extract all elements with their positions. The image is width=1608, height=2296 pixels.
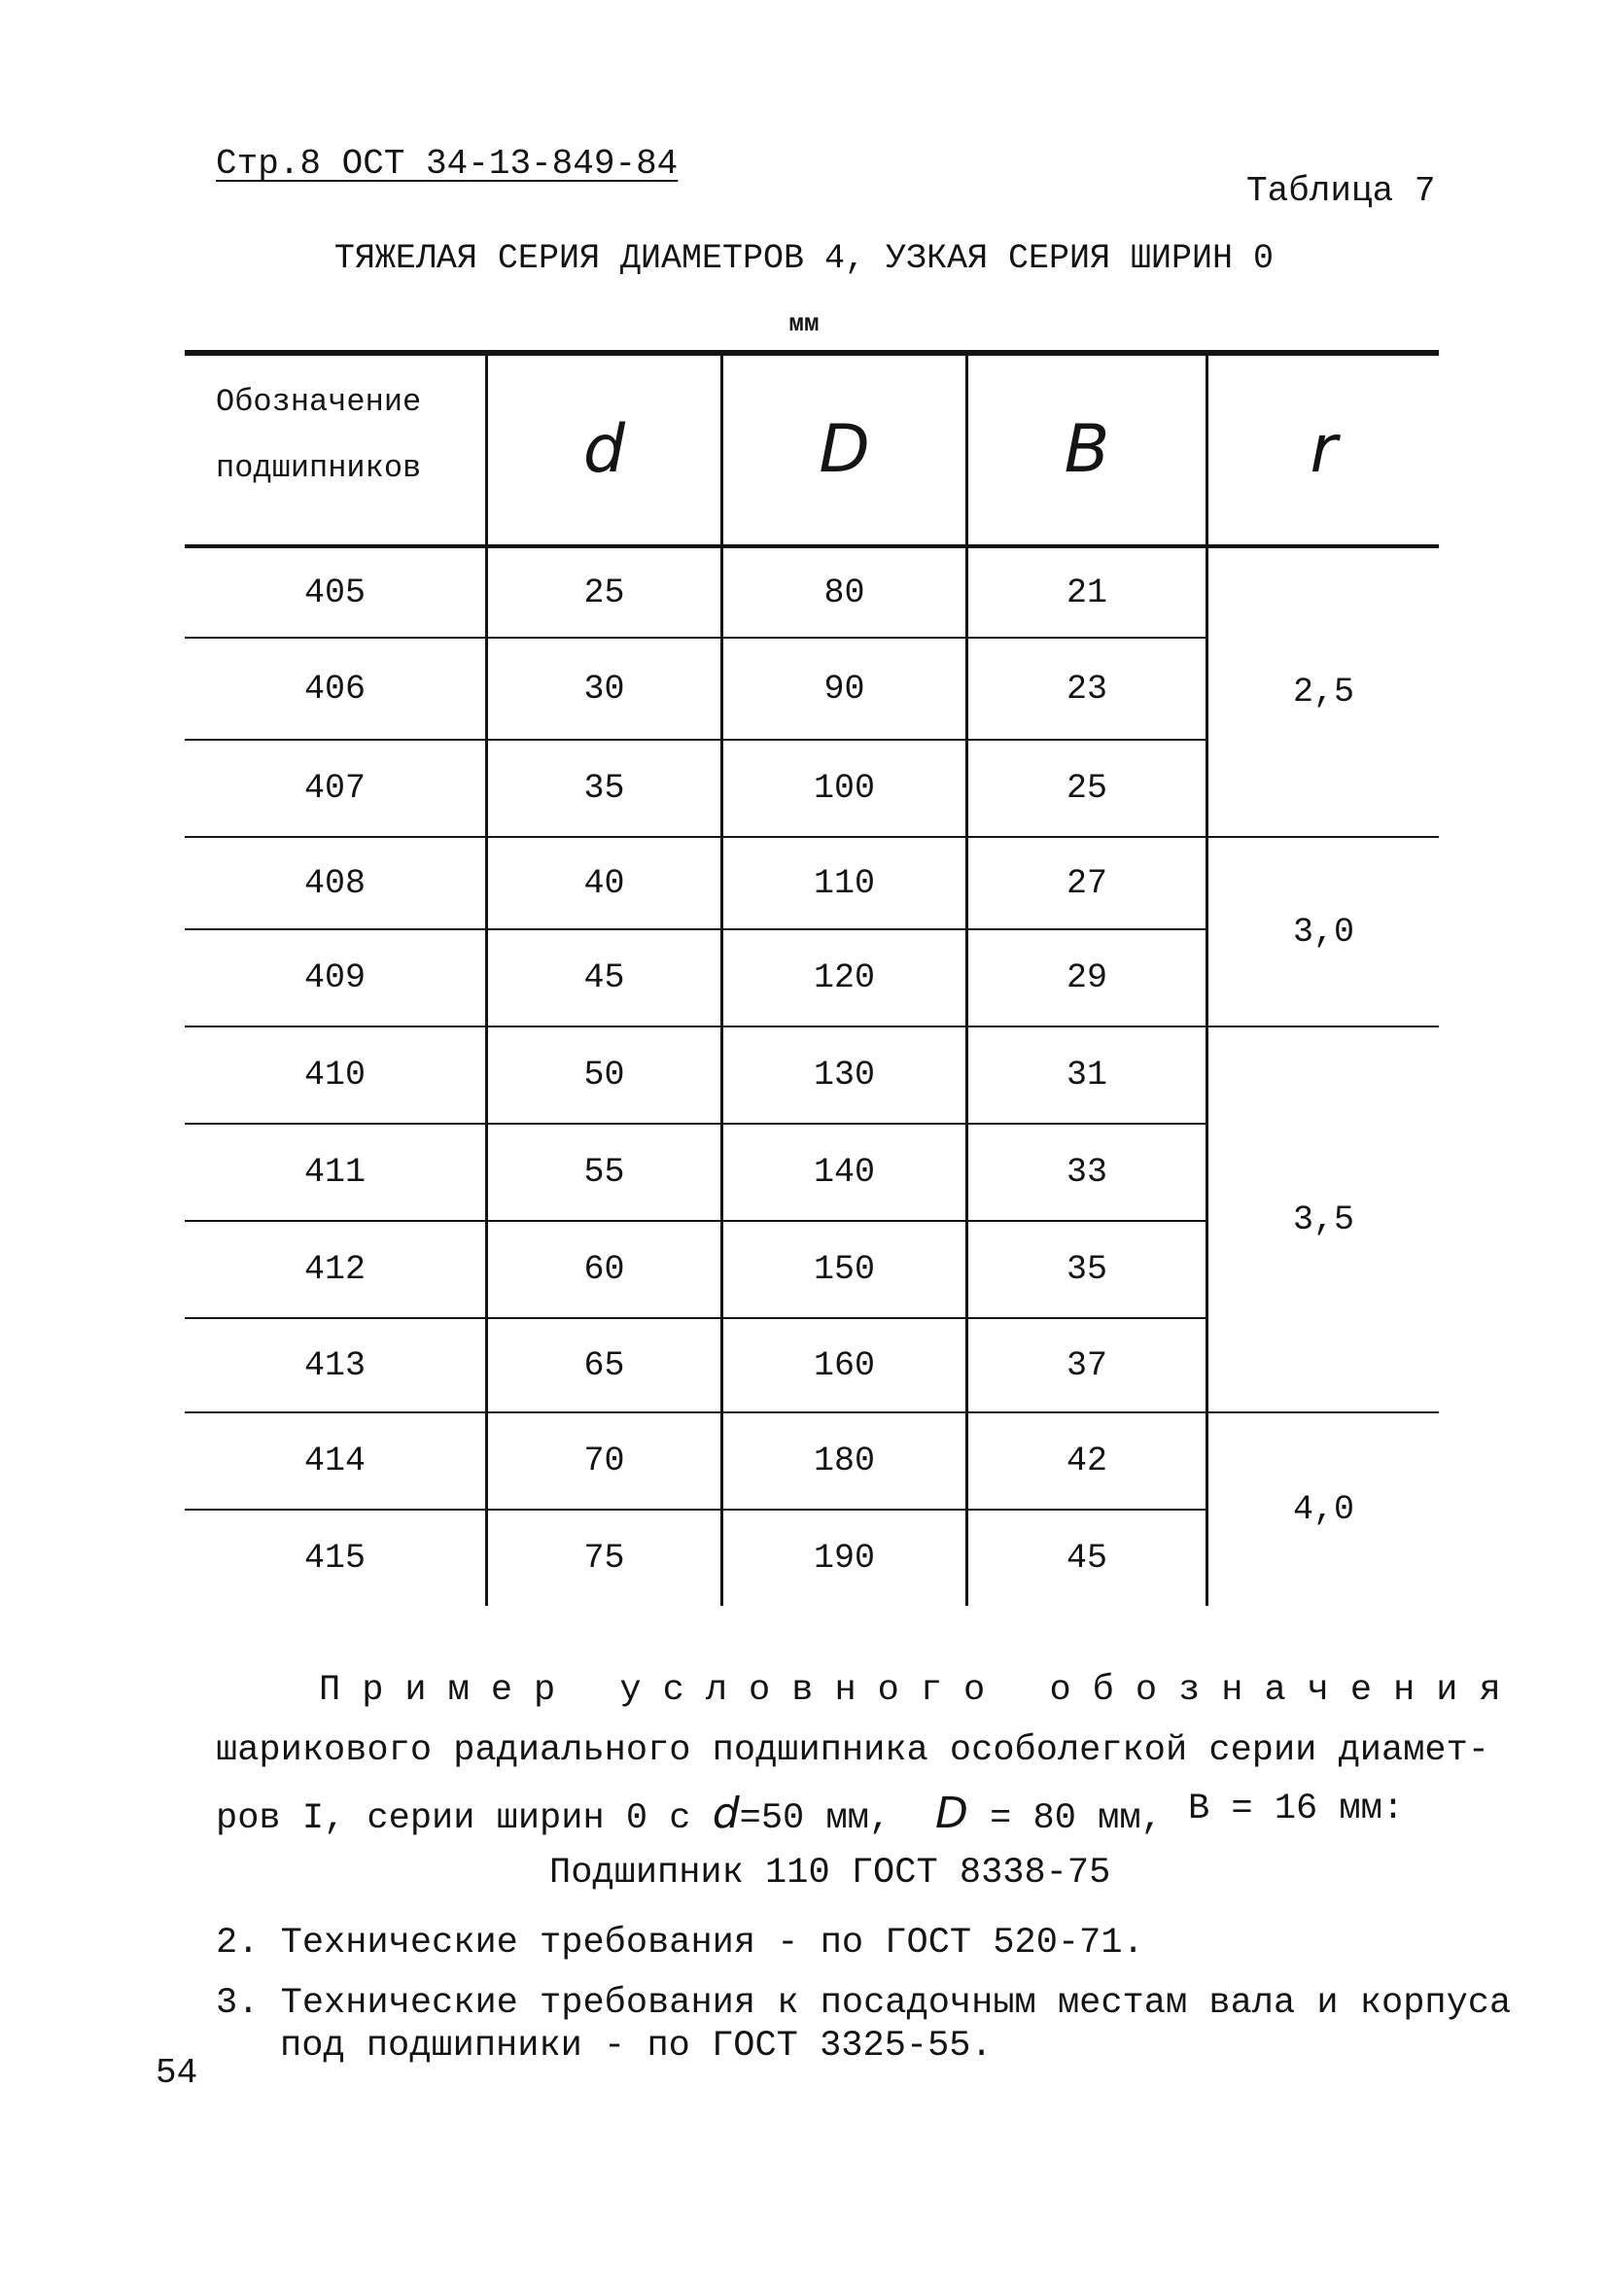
symbol-d: d xyxy=(712,1789,740,1838)
cell-B: 31 xyxy=(1066,1056,1107,1095)
item-2: 2. Технические требования - по ГОСТ 520-71. xyxy=(216,1923,1144,1964)
cell-d: 45 xyxy=(583,958,625,997)
example-heading: Пример условного обозначения xyxy=(319,1670,1522,1711)
cell-B: 45 xyxy=(1066,1539,1107,1578)
table-row: 413 xyxy=(303,1345,366,1385)
cell-B: 21 xyxy=(1066,573,1107,612)
designation-header xyxy=(216,369,421,502)
cell-B: 37 xyxy=(1066,1345,1107,1385)
designation-header-line1: Обозначение xyxy=(216,384,422,420)
cell-D: 160 xyxy=(813,1345,875,1385)
table-row: 407 xyxy=(303,769,366,808)
example-line-2 xyxy=(216,1789,891,1839)
document-reference: Стр.8 ОСТ 34-13-849-84 xyxy=(216,144,679,184)
example-line-2-part-c: = 80 мм, xyxy=(990,1798,1163,1839)
example-line-2-part-a: ров I, серии ширин 0 с xyxy=(216,1798,713,1839)
cell-B: 29 xyxy=(1066,958,1107,997)
r-group-2: 3,0 xyxy=(1292,912,1354,952)
example-line-2-B: В = 16 мм: xyxy=(1188,1789,1405,1829)
cell-d: 65 xyxy=(583,1345,625,1385)
cell-B: 23 xyxy=(1066,669,1107,709)
cell-D: 90 xyxy=(823,669,865,709)
table-title: ТЯЖЕЛАЯ СЕРИЯ ДИАМЕТРОВ 4, УЗКАЯ СЕРИЯ ШИРИН 0 xyxy=(333,239,1275,278)
designation-example: Подшипник 110 ГОСТ 8338-75 xyxy=(549,1853,1111,1894)
cell-D: 80 xyxy=(823,573,865,612)
header-d: d xyxy=(582,410,626,488)
cell-D: 110 xyxy=(813,863,875,903)
symbol-D: D xyxy=(935,1789,968,1838)
table-row: 405 xyxy=(303,573,366,612)
table-label: Таблица 7 xyxy=(1246,171,1436,211)
r-group-4: 4,0 xyxy=(1292,1490,1354,1529)
table-row: 415 xyxy=(303,1539,366,1578)
cell-d: 40 xyxy=(583,863,625,903)
table-row: 412 xyxy=(303,1250,366,1289)
unit-label: мм xyxy=(788,309,820,338)
designation-header-line2: подшипников xyxy=(216,450,422,486)
table-row: 408 xyxy=(303,863,366,903)
table-row: 409 xyxy=(303,958,366,997)
cell-d: 55 xyxy=(583,1153,625,1192)
cell-B: 27 xyxy=(1066,863,1107,903)
table-row: 414 xyxy=(303,1442,366,1480)
cell-d: 75 xyxy=(583,1539,625,1578)
example-line-1: шарикового радиального подшипника особолегкой серии диамет- xyxy=(216,1730,1490,1771)
cell-B: 35 xyxy=(1066,1250,1107,1289)
cell-d: 25 xyxy=(583,573,625,612)
cell-D: 180 xyxy=(813,1442,875,1480)
header-D: D xyxy=(819,410,870,488)
example-line-2-part-b: =50 мм, xyxy=(739,1798,891,1839)
table-row: 410 xyxy=(303,1056,366,1095)
page-number: 54 xyxy=(156,2053,198,2093)
table-row: 406 xyxy=(303,669,366,709)
cell-D: 140 xyxy=(813,1153,875,1192)
cell-D: 100 xyxy=(813,769,875,808)
cell-d: 70 xyxy=(583,1442,625,1480)
item-3-line-2: под подшипники - по ГОСТ 3325-55. xyxy=(280,2026,993,2067)
example-line-2-D xyxy=(935,1789,1163,1839)
cell-D: 120 xyxy=(813,958,875,997)
cell-d: 50 xyxy=(583,1056,625,1095)
cell-D: 150 xyxy=(813,1250,875,1289)
header-B: B xyxy=(1064,410,1110,488)
cell-B: 42 xyxy=(1066,1442,1107,1480)
table-row: 411 xyxy=(303,1153,366,1192)
r-group-1: 2,5 xyxy=(1292,673,1354,712)
r-group-3: 3,5 xyxy=(1292,1200,1354,1239)
header-r: r xyxy=(1310,410,1338,488)
item-3-line-1: 3. Технические требования к посадочным местам вала и корпуса xyxy=(216,1983,1512,2024)
cell-d: 60 xyxy=(583,1250,625,1289)
cell-d: 35 xyxy=(583,769,625,808)
cell-D: 130 xyxy=(813,1056,875,1095)
cell-B: 33 xyxy=(1066,1153,1107,1192)
cell-D: 190 xyxy=(813,1539,875,1578)
cell-B: 25 xyxy=(1066,769,1107,808)
cell-d: 30 xyxy=(583,669,625,709)
